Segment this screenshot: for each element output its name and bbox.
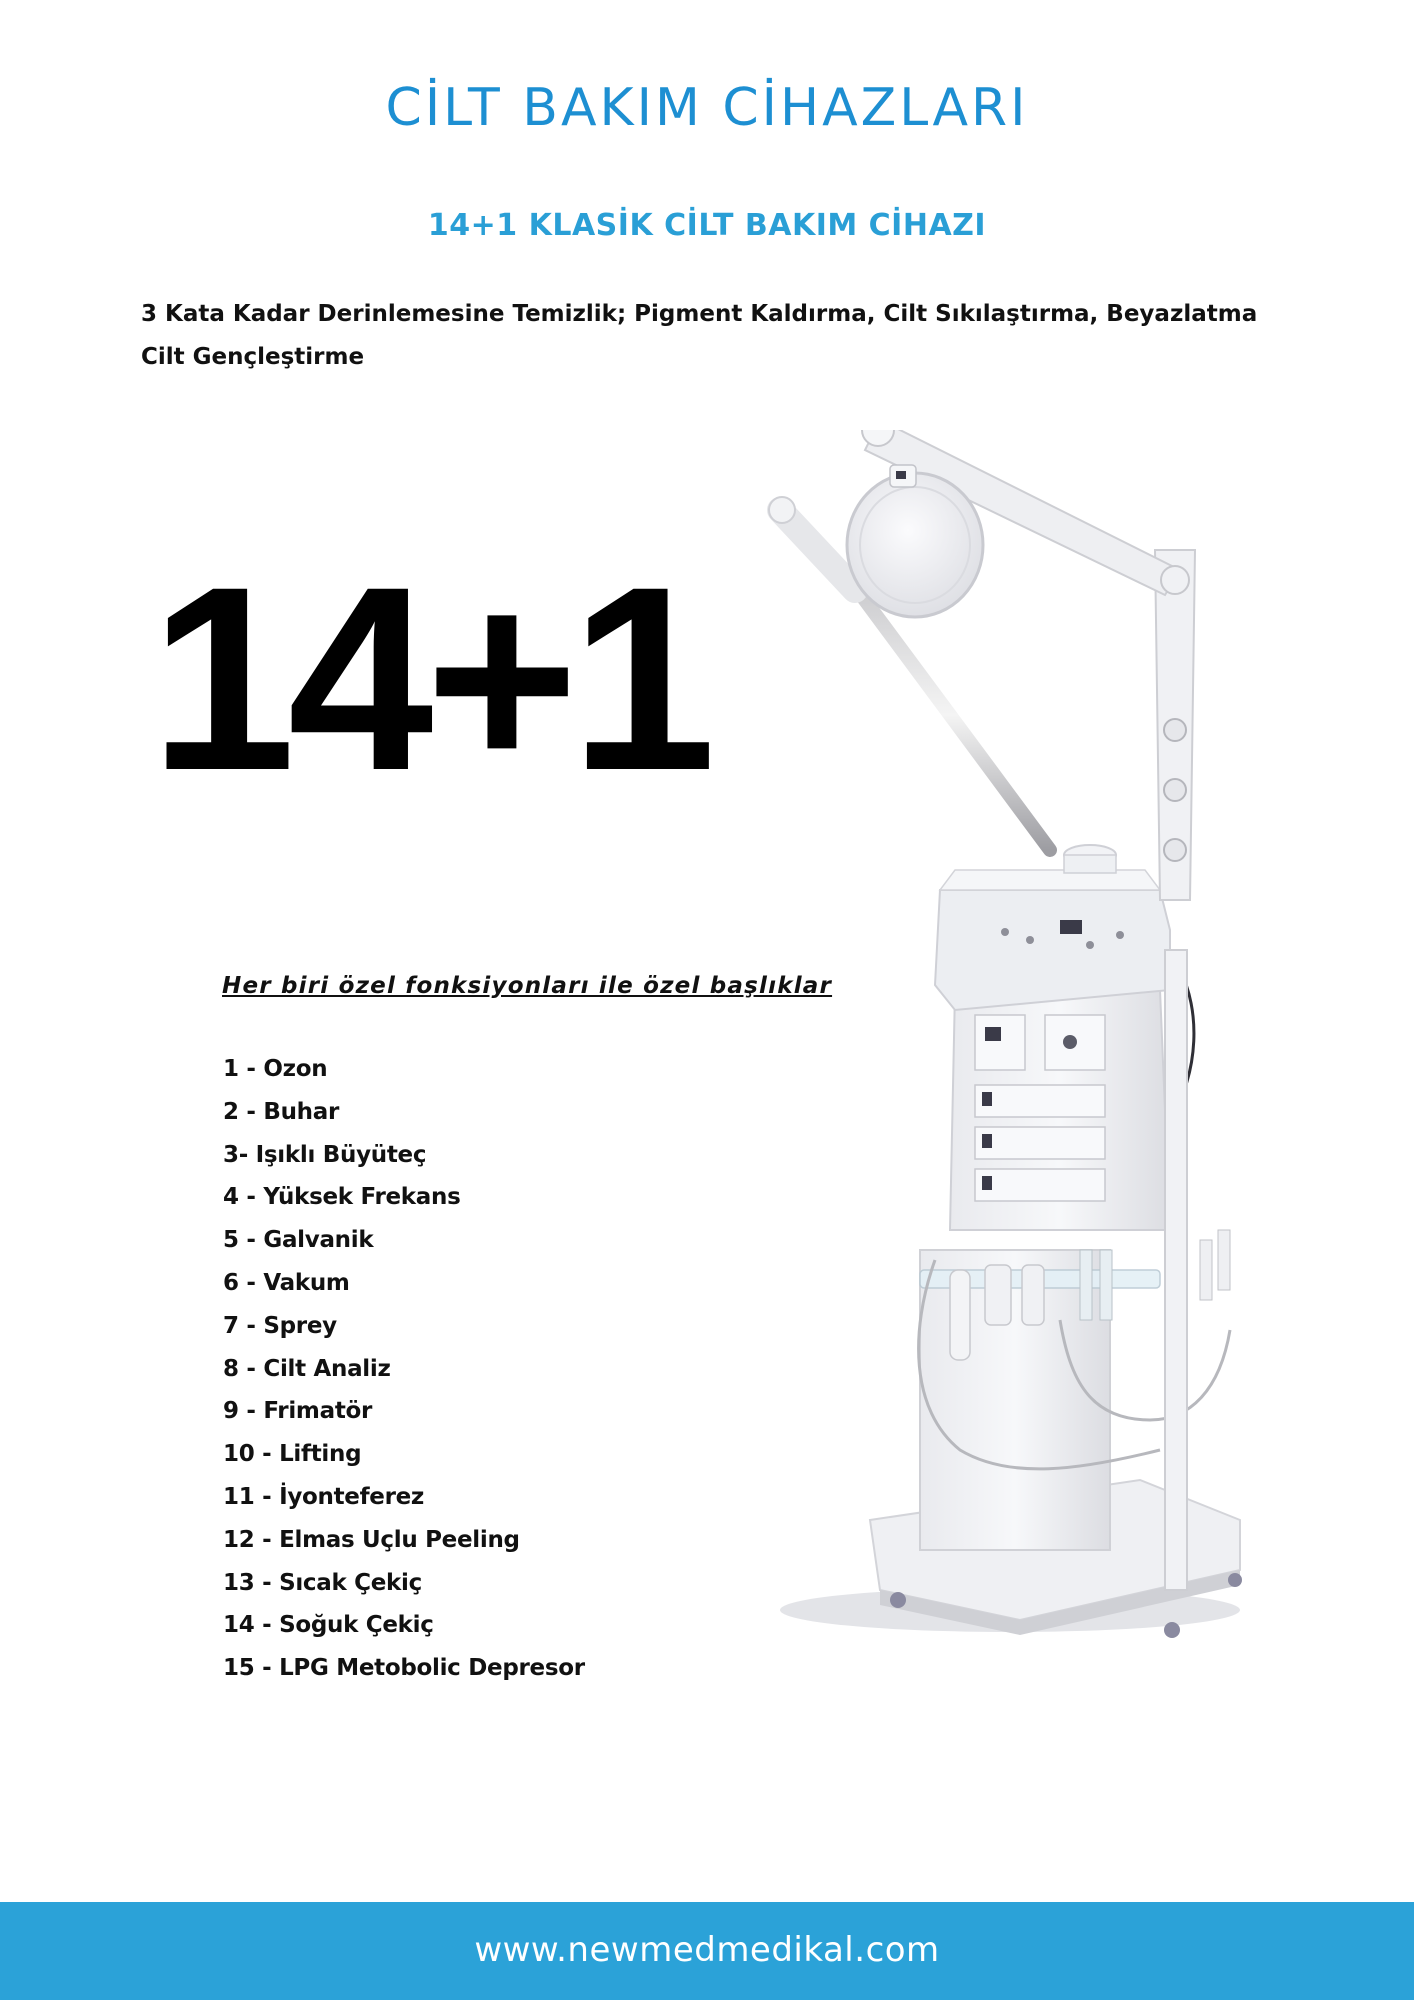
tagline-line-1: 3 Kata Kadar Derinlemesine Temizlik; Pigment Kaldırma, Cilt Sıkılaştırma, Beyazlatma <box>141 301 1258 327</box>
feature-list <box>223 1048 585 1690</box>
website-link[interactable]: www.newmedmedikal.com <box>474 1930 940 1970</box>
hero-number: 14+1 <box>150 532 709 825</box>
feature-item: 10 - Lifting <box>223 1441 362 1468</box>
feature-item: 4 - Yüksek Frekans <box>223 1184 461 1211</box>
feature-item: 6 - Vakum <box>223 1269 350 1296</box>
feature-item: 5 - Galvanik <box>223 1227 374 1254</box>
product-tagline <box>141 293 1341 379</box>
feature-item: 3- Işıklı Büyüteç <box>223 1141 427 1168</box>
feature-item: 1 - Ozon <box>223 1056 328 1082</box>
feature-item: 12 - Elmas Uçlu Peeling <box>223 1526 520 1553</box>
feature-item: 14 - Soğuk Çekiç <box>223 1612 434 1639</box>
feature-item: 13 - Sıcak Çekiç <box>223 1569 422 1596</box>
footer-bar <box>0 1902 1414 2000</box>
skin-care-device-photo <box>760 430 1280 1650</box>
feature-item: 8 - Cilt Analiz <box>223 1355 391 1382</box>
feature-item: 11 - İyonteferez <box>223 1483 425 1510</box>
feature-item: 9 - Frimatör <box>223 1398 373 1425</box>
feature-item: 15 - LPG Metobolic Depresor <box>223 1655 585 1682</box>
tagline-line-2: Cilt Gençleştirme <box>141 344 365 370</box>
feature-item: 7 - Sprey <box>223 1312 337 1339</box>
page-title: CİLT BAKIM CİHAZLARI <box>385 78 1029 138</box>
product-subtitle: 14+1 KLASİK CİLT BAKIM CİHAZI <box>427 208 987 243</box>
feature-item: 2 - Buhar <box>223 1098 340 1125</box>
features-heading: Her biri özel fonksiyonları ile özel başlıklar <box>222 973 833 999</box>
